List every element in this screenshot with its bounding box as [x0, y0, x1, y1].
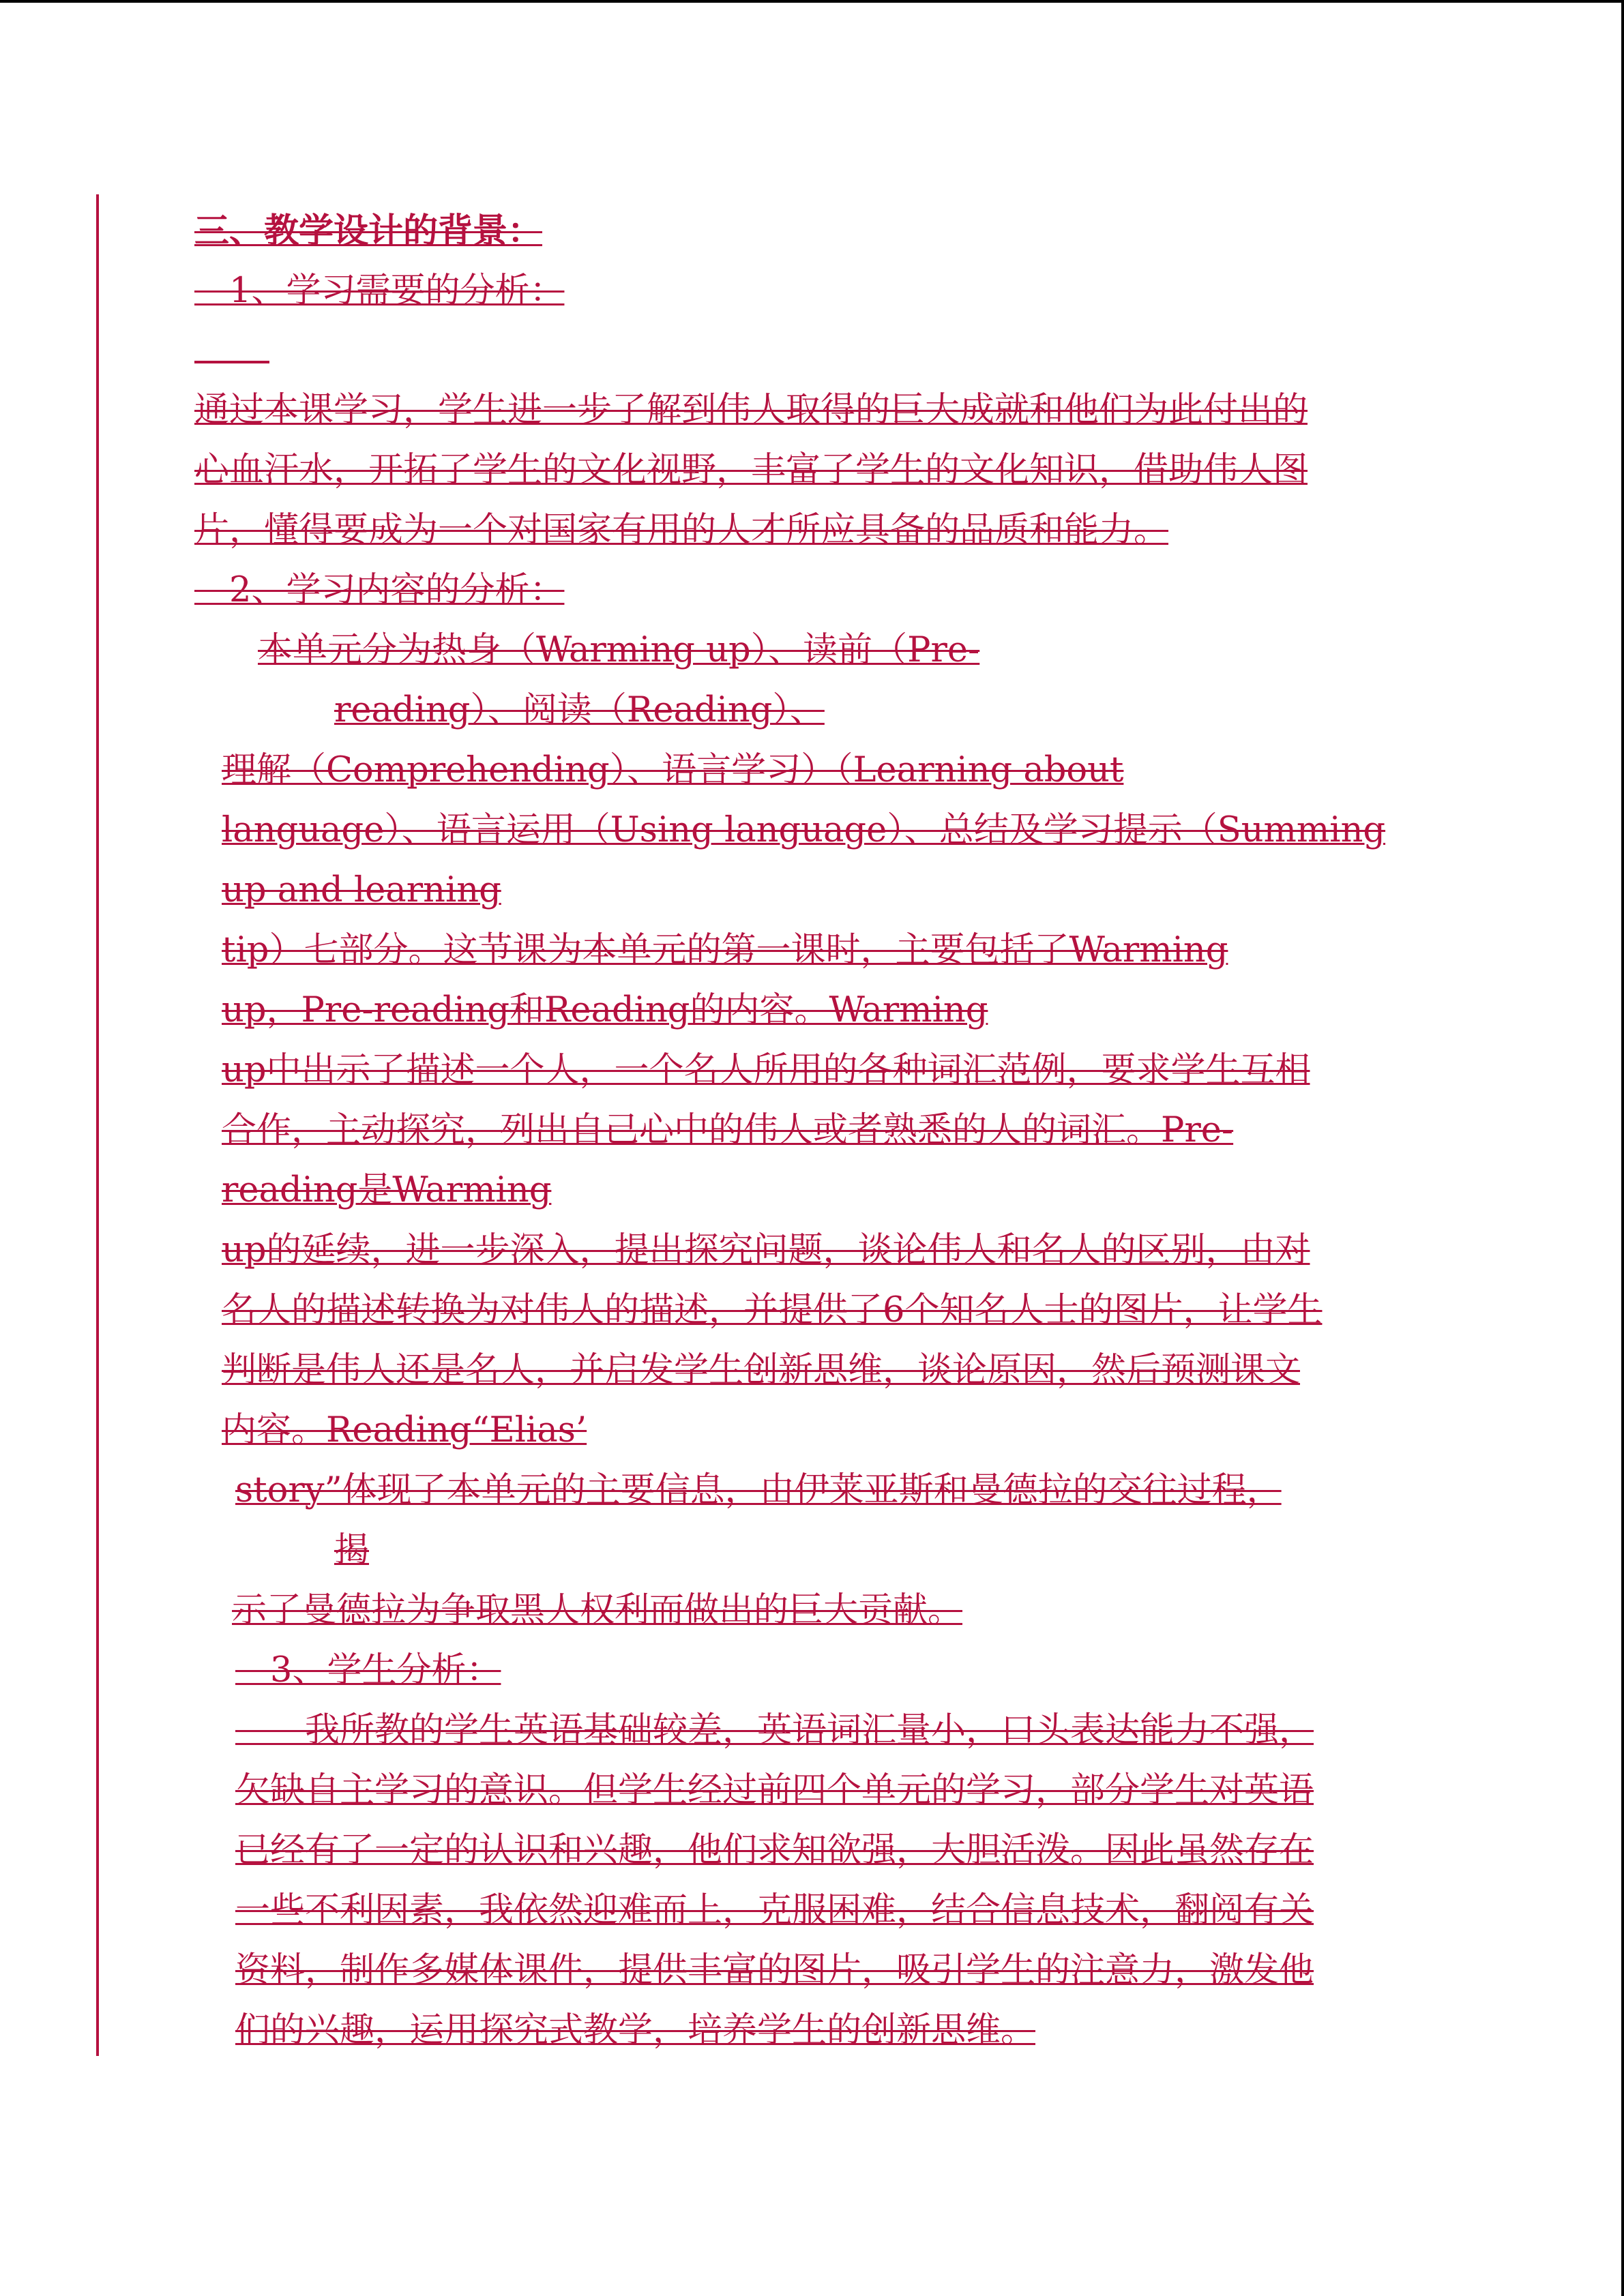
body-line: 资料，制作多媒体课件，提供丰富的图片，吸引学生的注意力，激发他 — [235, 1950, 1314, 1991]
subheading-learning-needs: 1、学习需要的分析： — [194, 271, 565, 311]
body-line: 判断是伟人还是名人，并启发学生创新思维，谈论原因，然后预测课文 — [222, 1350, 1301, 1390]
change-bar — [96, 194, 99, 2056]
section-heading: 三、教学设计的背景： — [194, 211, 543, 252]
body-line: 一些不利因素，我依然迎难而上，克服困难，结合信息技术，翻阅有关 — [235, 1890, 1314, 1930]
body-line: reading是Warming — [222, 1170, 552, 1210]
blank-line-marker — [194, 355, 269, 368]
page-border-right — [1621, 0, 1624, 2296]
body-line: story”体现了本单元的主要信息，由伊莱亚斯和曼德拉的交往过程， — [235, 1470, 1282, 1510]
body-line: 合作，主动探究，列出自己心中的伟人或者熟悉的人的词汇。Pre- — [222, 1110, 1234, 1150]
subheading-content-analysis: 2、学习内容的分析： — [194, 570, 565, 610]
body-line: 本单元分为热身（Warming up）、读前（Pre- — [258, 630, 980, 670]
body-line: up的延续，进一步深入，提出探究问题，谈论伟人和名人的区别，由对 — [222, 1230, 1310, 1270]
body-line: 名人的描述转换为对伟人的描述，并提供了6个知名人士的图片，让学生 — [222, 1290, 1323, 1330]
subheading-student-analysis: 3、学生分析： — [235, 1650, 501, 1690]
body-line: 心血汗水，开拓了学生的文化视野，丰富了学生的文化知识，借助伟人图 — [194, 450, 1308, 490]
body-line: 示了曼德拉为争取黑人权利而做出的巨大贡献。 — [232, 1590, 963, 1630]
body-line: 已经有了一定的认识和兴趣，他们求知欲强，大胆活泼。因此虽然存在 — [235, 1830, 1314, 1870]
body-line: 我所教的学生英语基础较差，英语词汇量小，口头表达能力不强， — [235, 1710, 1314, 1750]
body-line: tip）七部分。这节课为本单元的第一课时，主要包括了Warming — [222, 930, 1228, 970]
page-border-top — [0, 0, 1624, 3]
body-line: 内容。Reading“Elias’ — [222, 1410, 587, 1450]
body-line: 通过本课学习，学生进一步了解到伟人取得的巨大成就和他们为此付出的 — [194, 390, 1308, 430]
body-line: 理解（Comprehending）、语言学习）（Learning about — [222, 750, 1124, 790]
body-line: up，Pre-reading和Reading的内容。Warming — [222, 990, 988, 1030]
body-line: language）、语言运用（Using language）、总结及学习提示（Summing — [222, 810, 1386, 850]
body-line: 们的兴趣，运用探究式教学，培养学生的创新思维。 — [235, 2010, 1036, 2051]
body-line: 片，懂得要成为一个对国家有用的人才所应具备的品质和能力。 — [194, 510, 1169, 550]
body-line: 欠缺自主学习的意识。但学生经过前四个单元的学习，部分学生对英语 — [235, 1770, 1314, 1810]
body-line: up and learning — [222, 870, 501, 910]
body-line: reading）、阅读（Reading）、 — [334, 690, 825, 730]
body-line: 揭 — [334, 1530, 370, 1570]
body-line: up中出示了描述一个人，一个名人所用的各种词汇范例，要求学生互相 — [222, 1050, 1310, 1090]
